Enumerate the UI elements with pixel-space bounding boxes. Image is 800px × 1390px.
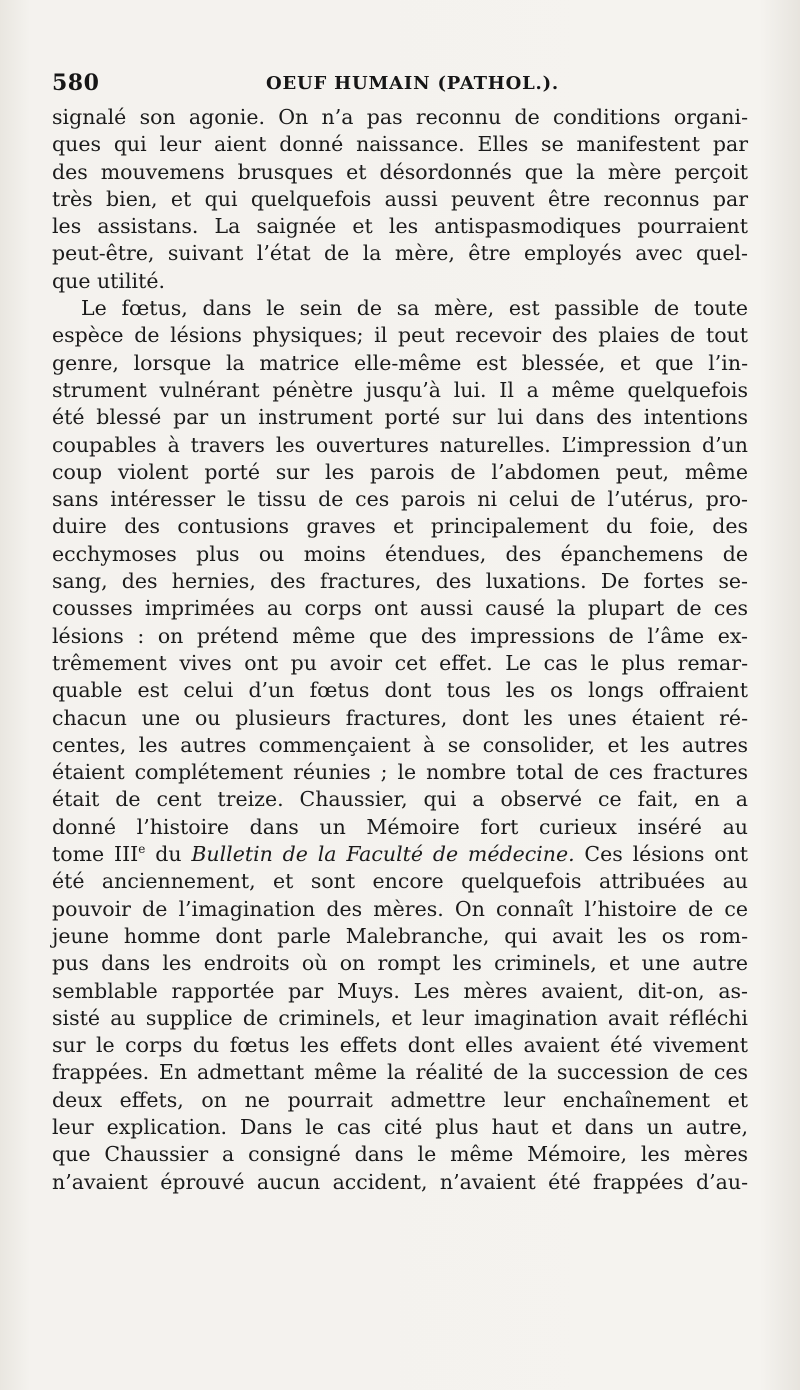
text-line: donné l’histoire dans un Mémoire fort curieux inséré au: [52, 814, 748, 839]
text-line: sans intéresser le tissu de ces parois ni celui de l’utérus, pro-: [52, 487, 748, 512]
text-line: chacun une ou plusieurs fractures, dont les unes étaient ré-: [52, 705, 748, 730]
running-title: OEUF HUMAIN (PATHOL.).: [266, 73, 559, 94]
text-line: signalé son agonie. On n’a pas reconnu de conditions organi-: [52, 105, 748, 129]
text-line: que utilité.: [52, 268, 165, 293]
text-line: espèce de lésions physiques; il peut recevoir des plaies de tout: [52, 323, 748, 348]
text-line: sang, des hernies, des fractures, des luxations. De fortes se-: [52, 569, 748, 594]
text-line: duire des contusions graves et principalement du foie, des: [52, 514, 748, 539]
text-line: cousses imprimées au corps ont aussi causé la plupart de ces: [52, 596, 748, 621]
text-line: frappées. En admettant même la réalité de la succession de ces: [52, 1060, 748, 1085]
text-line: leur explication. Dans le cas cité plus haut et dans un autre,: [52, 1114, 748, 1139]
text-line: peut-être, suivant l’état de la mère, être employés avec quel-: [52, 241, 748, 266]
text-line: sur le corps du fœtus les effets dont elles avaient été vivement: [52, 1033, 748, 1058]
text-line: des mouvemens brusques et désordonnés que la mère perçoit: [52, 159, 748, 184]
text-line: quable est celui d’un fœtus dont tous les os longs offraient: [52, 678, 748, 703]
paragraph-first-line: Le fœtus, dans le sein de sa mère, est passible de toute: [81, 296, 748, 321]
text-line: était de cent treize. Chaussier, qui a observé ce fait, en a: [52, 787, 748, 812]
text-line: genre, lorsque la matrice elle-même est blessée, et que l’in-: [52, 350, 748, 375]
text-line: très bien, et qui quelquefois aussi peuvent être reconnus par: [52, 186, 748, 211]
text-line: coup violent porté sur les parois de l’abdomen peut, même: [52, 459, 748, 484]
page-header: [52, 66, 747, 102]
text-line: semblable rapportée par Muys. Les mères avaient, dit-on, as-: [52, 978, 748, 1003]
text-segment: du: [145, 842, 192, 867]
text-segment: Ces lésions ont: [574, 842, 749, 867]
text-line: que Chaussier a consigné dans le même Mémoire, les mères: [52, 1142, 748, 1167]
text-line: été anciennement, et sont encore quelquefois attribuées au: [52, 869, 748, 894]
text-line: jeune homme dont parle Malebranche, qui avait les os rom-: [52, 923, 748, 948]
text-line: deux effets, on ne pourrait admettre leur enchaînement et: [52, 1087, 748, 1112]
text-line: n’avaient éprouvé aucun accident, n’avaient été frappées d’au-: [52, 1169, 748, 1194]
text-line: sisté au supplice de criminels, et leur imagination avait réfléchi: [52, 1005, 748, 1030]
text-line: centes, les autres commençaient à se consolider, et les autres: [52, 732, 748, 757]
text-line: trêmement vives ont pu avoir cet effet. Le cas le plus remar-: [52, 650, 748, 675]
body-text: [52, 104, 752, 1196]
text-line: les assistans. La saignée et les antispasmodiques pourraient: [52, 214, 748, 239]
text-line: lésions : on prétend même que des impressions de l’âme ex-: [52, 623, 748, 648]
page-number: 580: [52, 70, 100, 96]
cited-title: Bulletin de la Faculté de médecine.: [191, 842, 575, 867]
text-line: pus dans les endroits où on rompt les criminels, et une autre: [52, 951, 748, 976]
text-line: ques qui leur aient donné naissance. Elles se manifestent par: [52, 132, 748, 157]
text-line: été blessé par un instrument porté sur lui dans des intentions: [52, 405, 748, 430]
text-line: ecchymoses plus ou moins étendues, des épanchemens de: [52, 541, 748, 566]
text-line: pouvoir de l’imagination des mères. On connaît l’histoire de ce: [52, 896, 748, 921]
text-line: coupables à travers les ouvertures naturelles. L’impression d’un: [52, 432, 748, 457]
text-segment: tome III: [52, 842, 139, 867]
text-line: strument vulnérant pénètre jusqu’à lui. Il a même quelquefois: [52, 377, 748, 402]
ordinal-superscript: e: [138, 842, 146, 857]
text-line-with-citation: [52, 841, 748, 868]
text-line: étaient complétement réunies ; le nombre total de ces fractures: [52, 760, 748, 785]
